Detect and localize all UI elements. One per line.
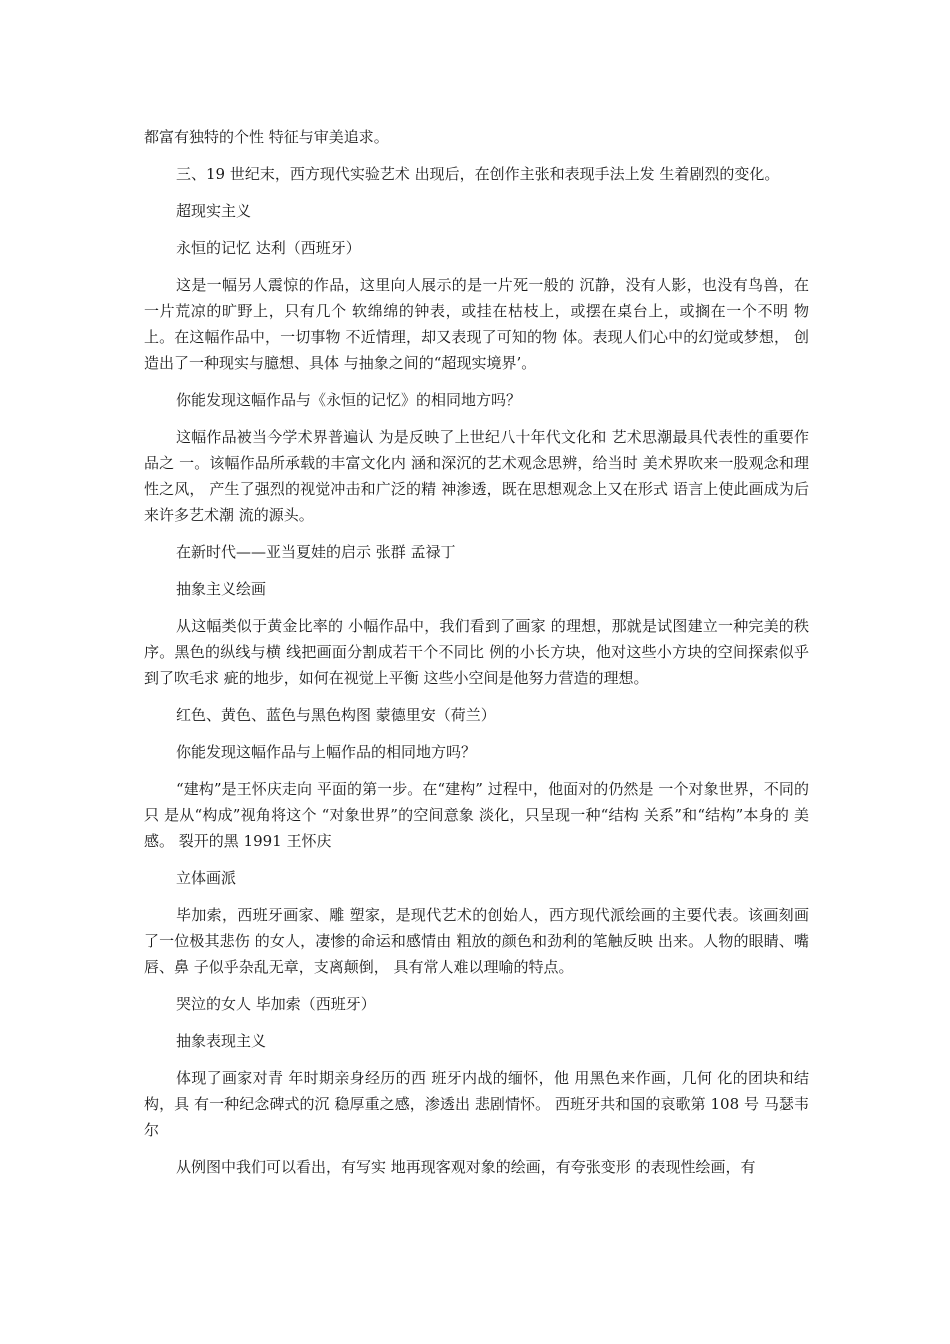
paragraph-15: 毕加索，西班牙画家、雕 塑家，是现代艺术的创始人，西方现代派绘画的主要代表。该画刻画了一位极其悲伤 的女人，凄惨的命运和感情由 粗放的颜色和劲利的笔触反映 出来。人物的眼睛、嘴唇、鼻 子似乎杂乱无章，支离颠倒， 具有常人难以理喻的特点。 [144,906,809,976]
section-heading-abstract-painting: 抽象主义绘画 [176,580,267,598]
paragraph-2: 三、19 世纪末，西方现代实验艺术 出现后，在创作主张和表现手法上发 生着剧烈的变化。 [176,165,780,183]
artwork-caption-weeping-woman: 哭泣的女人 毕加索（西班牙） [176,995,376,1013]
question-1: 你能发现这幅作品与《永恒的记忆》的相同地方吗？ [176,391,522,409]
section-heading-abstract-expressionism: 抽象表现主义 [176,1032,267,1050]
question-2: 你能发现这幅作品与上幅作品的相同地方吗？ [176,743,477,761]
paragraph-1: 都富有独特的个性 特征与审美追求。 [144,128,389,146]
artwork-caption-persistence-of-memory: 永恒的记忆 达利（西班牙） [176,239,361,257]
artwork-caption-new-era: 在新时代——亚当夏娃的启示 张群 孟禄丁 [176,543,456,561]
paragraph-7: 这幅作品被当今学术界普遍认 为是反映了上世纪八十年代文化和 艺术思潮最具代表性的重要作品之 一。该幅作品所承载的丰富文化内 涵和深沉的艺术观念思辨，给当时 美术界吹来一股观念和理性之风， 产生了强烈的视觉冲击和广泛的精 神渗透，既在思想观念上又在形式 语言上使此画成为后来许多艺术潮 流的源头。 [144,428,809,524]
paragraph-5: 这是一幅另人震惊的作品，这里向人展示的是一片死一般的 沉静，没有人影，也没有鸟兽，在一片荒凉的旷野上，只有几个 软绵绵的钟表，或挂在枯枝上，或摆在桌台上，或搁在一个不明 物上。在这幅作品中，一切事物 不近情理，却又表现了可知的物 体。表现人们心中的幻觉或梦想， 创造出了一种现实与臆想、具体 与抽象之间的“超现实境界’。 [144,276,809,372]
document-body [144,124,809,1191]
section-heading-surrealism: 超现实主义 [176,202,252,220]
paragraph-13: “建构”是王怀庆走向 平面的第一步。在“建构” 过程中，他面对的仍然是 一个对象世界，不同的只 是从“构成”视角将这个 “对象世界”的空间意象 淡化，只呈现一种“结构 关系”和“结构”本身的 美感。 裂开的黑 1991 王怀庆 [144,780,809,850]
paragraph-19: 从例图中我们可以看出，有写实 地再现客观对象的绘画，有夸张变形 的表现性绘画，有 [176,1158,756,1176]
paragraph-18: 体现了画家对青 年时期亲身经历的西 班牙内战的缅怀，他 用黑色来作画，几何 化的团块和结构，具 有一种纪念碑式的沉 稳厚重之感，渗透出 悲剧情怀。 西班牙共和国的哀歌第 108 号 马瑟韦尔 [144,1069,809,1139]
artwork-caption-mondrian: 红色、黄色、蓝色与黑色构图 蒙德里安（荷兰） [176,706,496,724]
section-heading-cubism: 立体画派 [176,869,237,887]
paragraph-10: 从这幅类似于黄金比率的 小幅作品中，我们看到了画家 的理想，那就是试图建立一种完美的秩序。黑色的纵线与横 线把画面分割成若干个不同比 例的小长方块，他对这些小方块的空间探索似乎到了吹毛求 疵的地步，如何在视觉上平衡 这些小空间是他努力营造的理想。 [144,617,809,687]
